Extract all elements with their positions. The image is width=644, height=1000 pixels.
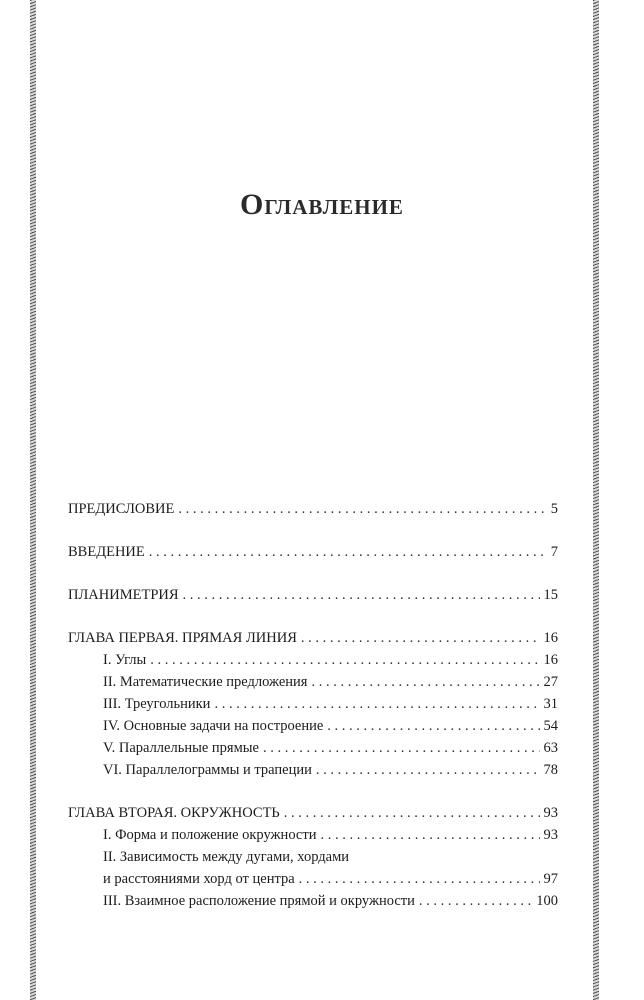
toc-leader-dots xyxy=(263,737,540,759)
toc-entry-label: I. Углы xyxy=(103,652,147,668)
toc-entry-label: II. Математические предложения xyxy=(103,674,308,690)
decorative-border-left xyxy=(30,0,36,1000)
decorative-border-right xyxy=(593,0,599,1000)
toc-page-number: 16 xyxy=(543,652,558,668)
toc-entry-label: II. Зависимость между дугами, хордами xyxy=(103,849,350,865)
toc-entry-label: ГЛАВА ПЕРВАЯ. ПРЯМАЯ ЛИНИЯ xyxy=(68,630,297,646)
toc-entry-label: ВВЕДЕНИЕ xyxy=(68,544,145,560)
toc-entry-label: и расстояниями хорд от центра xyxy=(103,871,295,887)
toc-leader-dots xyxy=(301,627,540,649)
toc-entry[interactable] xyxy=(68,498,558,520)
toc-page-number: 78 xyxy=(543,762,558,778)
toc-leader-dots xyxy=(149,541,547,563)
toc-leader-dots xyxy=(150,649,539,671)
toc-leader-dots xyxy=(214,693,539,715)
toc-entry[interactable] xyxy=(68,824,558,846)
toc-leader-dots xyxy=(299,868,540,890)
toc-leader-dots xyxy=(320,824,539,846)
toc-leader-dots xyxy=(419,890,532,912)
toc-page-number: 7 xyxy=(550,544,558,560)
toc-entry[interactable] xyxy=(68,715,558,737)
toc-entry-label: ПРЕДИСЛОВИЕ xyxy=(68,501,175,517)
toc-entry[interactable] xyxy=(68,846,558,868)
toc-entry[interactable] xyxy=(68,737,558,759)
toc-page-number: 97 xyxy=(543,871,558,887)
toc-entry-label: VI. Параллелограммы и трапеции xyxy=(103,762,312,778)
toc-entry-label: III. Треугольники xyxy=(103,696,211,712)
toc-leader-dots xyxy=(311,671,539,693)
toc-entry[interactable] xyxy=(68,584,558,606)
toc-entry-label: V. Параллельные прямые xyxy=(103,740,259,756)
toc-entry[interactable] xyxy=(68,541,558,563)
toc-page-number: 100 xyxy=(536,893,558,909)
toc-page-number: 54 xyxy=(543,718,558,734)
toc-leader-dots xyxy=(178,498,546,520)
toc-entry[interactable] xyxy=(68,802,558,824)
toc-leader-dots xyxy=(327,715,539,737)
toc-entry[interactable] xyxy=(68,649,558,671)
toc-entry[interactable] xyxy=(68,759,558,781)
toc-page-number: 16 xyxy=(543,630,558,646)
toc-entry-label: IV. Основные задачи на построение xyxy=(103,718,324,734)
toc-page-number: 27 xyxy=(543,674,558,690)
toc-entry-label: ГЛАВА ВТОРАЯ. ОКРУЖНОСТЬ xyxy=(68,805,280,821)
table-of-contents xyxy=(68,498,558,912)
toc-entry[interactable] xyxy=(68,627,558,649)
toc-page-number: 5 xyxy=(550,501,558,517)
toc-page-number: 93 xyxy=(543,827,558,843)
toc-entry-label: III. Взаимное расположение прямой и окружности xyxy=(103,893,415,909)
toc-page-number: 93 xyxy=(543,805,558,821)
toc-page-number: 63 xyxy=(543,740,558,756)
toc-entry-label: ПЛАНИМЕТРИЯ xyxy=(68,587,179,603)
toc-entry[interactable] xyxy=(68,890,558,912)
toc-page-number: 31 xyxy=(543,696,558,712)
toc-entry-label: I. Форма и положение окружности xyxy=(103,827,317,843)
toc-entry[interactable] xyxy=(68,671,558,693)
toc-entry[interactable] xyxy=(68,868,558,890)
toc-entry[interactable] xyxy=(68,693,558,715)
toc-leader-dots xyxy=(284,802,540,824)
toc-page-number: 15 xyxy=(543,587,558,603)
toc-leader-dots xyxy=(183,584,540,606)
toc-leader-dots xyxy=(316,759,540,781)
page-title: Оглавление xyxy=(240,188,404,221)
